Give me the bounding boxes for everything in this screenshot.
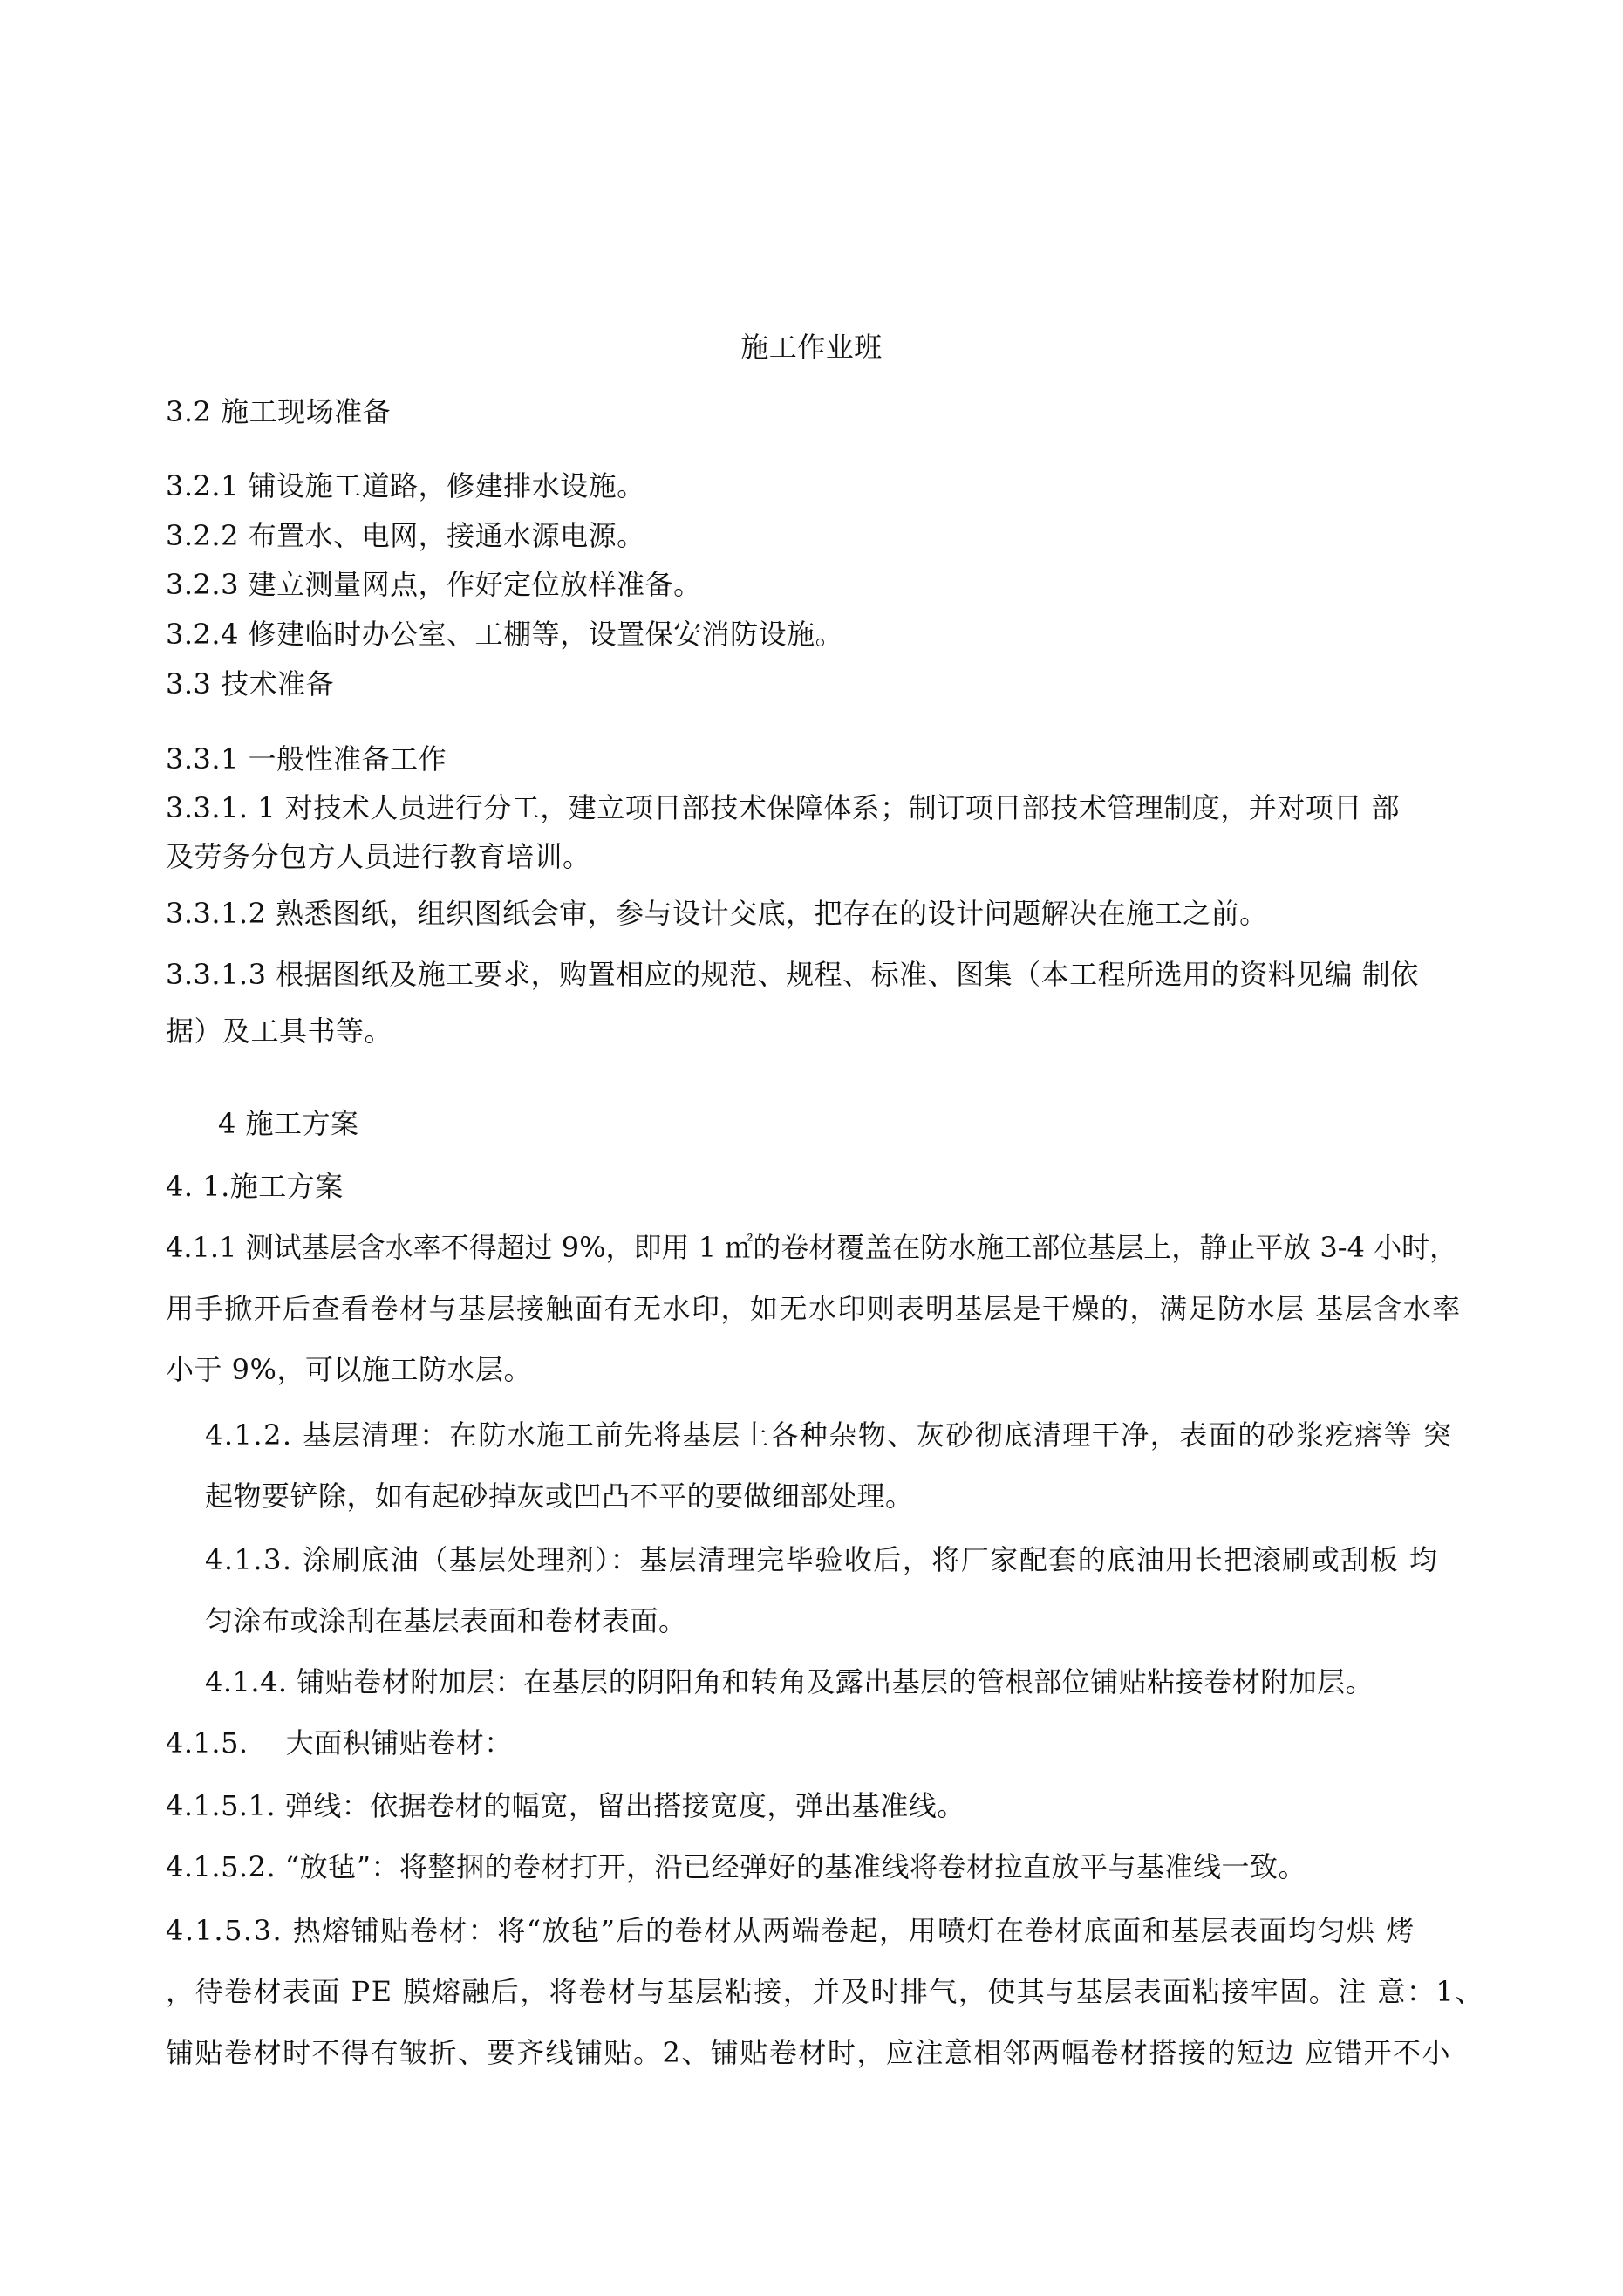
paragraph-3-2-4: 3.2.4 修建临时办公室、工棚等，设置保安消防设施。 xyxy=(166,618,844,651)
paragraph-4-1-5-3-line3: 铺贴卷材时不得有皱折、要齐线铺贴。2、铺贴卷材时，应注意相邻两幅卷材搭接的短边 应错开不小 xyxy=(166,2036,1452,2069)
paragraph-3-3-1-1-line2: 及劳务分包方人员进行教育培训。 xyxy=(166,840,591,873)
paragraph-4-1-5-3-line2: ，待卷材表面 PE 膜熔融后，将卷材与基层粘接，并及时排气，使其与基层表面粘接牢固。注 意：1、 xyxy=(166,1975,1484,2008)
paragraph-3-3-1-1-line1: 3.3.1. 1 对技术人员进行分工，建立项目部技术保障体系；制订项目部技术管理制度，并对项目 部 xyxy=(166,791,1400,824)
page-header-title: 施工作业班 xyxy=(740,331,883,364)
paragraph-3-3-1-2: 3.3.1.2 熟悉图纸，组织图纸会审，参与设计交底，把存在的设计问题解决在施工之前。 xyxy=(166,897,1268,930)
section-heading-3-3-1: 3.3.1 一般性准备工作 xyxy=(166,742,447,776)
paragraph-4-1-1-line3: 小于 9%，可以施工防水层。 xyxy=(166,1353,532,1386)
paragraph-3-3-1-3-line2: 据）及工具书等。 xyxy=(166,1015,393,1048)
paragraph-4-1-2-line1: 4.1.2. 基层清理：在防水施工前先将基层上各种杂物、灰砂彻底清理干净，表面的砂浆疙瘩等 突 xyxy=(205,1418,1453,1452)
paragraph-3-2-1: 3.2.1 铺设施工道路，修建排水设施。 xyxy=(166,469,645,502)
paragraph-3-2-2: 3.2.2 布置水、电网，接通水源电源。 xyxy=(166,519,645,552)
section-heading-4-1-5: 4.1.5. 大面积铺贴卷材： xyxy=(166,1726,513,1760)
chapter-heading-4: 4 施工方案 xyxy=(218,1107,359,1140)
paragraph-4-1-2-line2: 起物要铲除，如有起砂掉灰或凹凸不平的要做细部处理。 xyxy=(205,1479,914,1513)
paragraph-3-3-1-3-line1: 3.3.1.3 根据图纸及施工要求，购置相应的规范、规程、标准、图集（本工程所选用的资料见编 制依 xyxy=(166,958,1419,991)
paragraph-4-1-4: 4.1.4. 铺贴卷材附加层：在基层的阴阳角和转角及露出基层的管根部位铺贴粘接卷材附加层。 xyxy=(205,1665,1374,1698)
section-heading-3-3: 3.3 技术准备 xyxy=(166,667,335,700)
paragraph-3-2-3: 3.2.3 建立测量网点，作好定位放样准备。 xyxy=(166,568,702,601)
paragraph-4-1-1-line2: 用手掀开后查看卷材与基层接触面有无水印，如无水印则表明基层是干燥的，满足防水层 基层含水率 xyxy=(166,1292,1462,1325)
paragraph-4-1-1-line1: 4.1.1 测试基层含水率不得超过 9%，即用 1 ㎡的卷材覆盖在防水施工部位基层上，静止平放 3-4 小时， xyxy=(166,1231,1458,1264)
paragraph-4-1-5-1: 4.1.5.1. 弹线：依据卷材的幅宽，留出搭接宽度，弹出基准线。 xyxy=(166,1789,965,1822)
paragraph-4-1-3-line1: 4.1.3. 涂刷底油（基层处理剂）：基层清理完毕验收后，将厂家配套的底油用长把滚刷或刮板 均 xyxy=(205,1543,1439,1576)
section-heading-3-2: 3.2 施工现场准备 xyxy=(166,395,392,428)
paragraph-4-1-3-line2: 匀涂布或涂刮在基层表面和卷材表面。 xyxy=(205,1604,687,1637)
paragraph-4-1-5-2: 4.1.5.2. “放毡”：将整捆的卷材打开，沿已经弹好的基准线将卷材拉直放平与基准线一致。 xyxy=(166,1850,1307,1883)
paragraph-4-1-5-3-line1: 4.1.5.3. 热熔铺贴卷材：将“放毡”后的卷材从两端卷起，用喷灯在卷材底面和基层表面均匀烘 烤 xyxy=(166,1914,1415,1947)
section-heading-4-1: 4. 1.施工方案 xyxy=(166,1170,344,1203)
